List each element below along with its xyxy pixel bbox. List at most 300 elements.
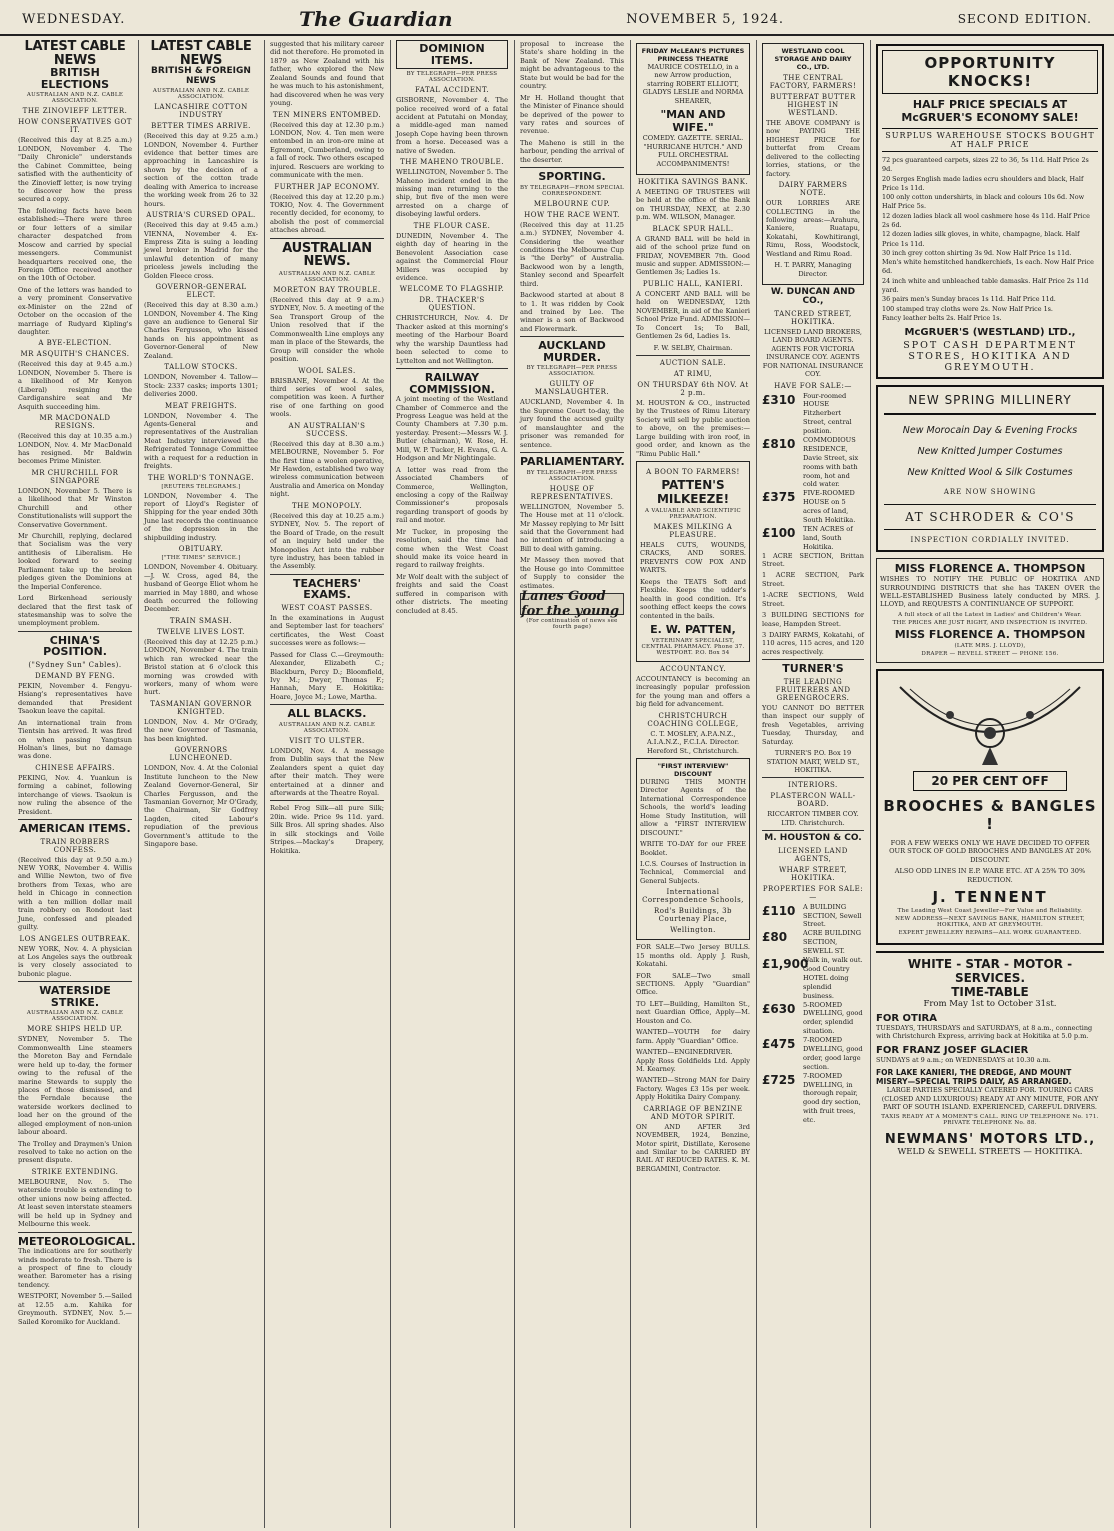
story-paragraph: The indications are for southerly winds moderate to fresh. There is a prospect of fine to cloudy weather. Barometer has a rising tendency. bbox=[18, 1247, 132, 1289]
notice-signature: F. W. SELBY, Chairman. bbox=[653, 343, 733, 352]
story-paragraph: (Received this day at 9.25 a.m.) LONDON, November 4. Further evidence that better times are approaching in Lancashire is shown by the decision of a section of the cotton trade dealing with America to increase the working week from 26 to 32 hours. bbox=[144, 132, 258, 208]
notice-title: HOKITIKA SAVINGS BANK. bbox=[637, 177, 749, 186]
property-description: 7-ROOMED DWELLING, good order, good large section. bbox=[803, 1036, 863, 1071]
story-title: CHINESE AFFAIRS. bbox=[35, 763, 115, 772]
column-4 bbox=[392, 40, 512, 1528]
shipping-news: WESTPORT, November 5.—Sailed at 12.55 a.m. Kahika for Greymouth. SYDNEY, Nov. 5.—Sailed Koromiko for Auckland. bbox=[18, 1292, 132, 1326]
story-subtitle: BETTER TIMES ARRIVE. bbox=[151, 122, 251, 131]
ics-ad bbox=[636, 758, 750, 940]
property-listing: 1-ACRE SECTIONS, Weld Street. bbox=[762, 591, 864, 608]
section-heading: WATERSIDE STRIKE. bbox=[39, 984, 111, 1009]
credit-line: [REUTERS TELEGRAMS.] bbox=[161, 483, 241, 490]
sale-item: 24 inch white and unbleached table damasks. Half Price 2s 11d yard. bbox=[882, 276, 1089, 294]
property-description: FIVE-ROOMED HOUSE on 5 acres of land, South Hokitika. bbox=[803, 489, 856, 524]
section-heading: CHINA'S POSITION. bbox=[43, 633, 107, 659]
ad-text: I.C.S. Courses of Instruction in Technical, Commercial and General Subjects. bbox=[640, 859, 746, 885]
property-listing bbox=[762, 1001, 864, 1037]
story-title: LANCASHIRE COTTON INDUSTRY bbox=[154, 103, 248, 120]
sale-item: 72 pcs guaranteed carpets, sizes 22 to 36, 5s 11d. Half Price 2s 9d. bbox=[882, 156, 1089, 174]
ad-text: HEALS CUTS, WOUNDS, CRACKS, AND SORES. PREVENTS COW POX AND WARTS. bbox=[640, 541, 746, 575]
discount-badge: 20 PER CENT OFF bbox=[913, 771, 1067, 791]
film-title: "MAN AND WIFE." bbox=[660, 108, 726, 135]
story-paragraph: Mr Wolf dealt with the subject of freights and said the Coast suffered in comparison with other districts. The meeting concluded at 8.45. bbox=[396, 572, 508, 615]
story-title: TASMANIAN GOVERNOR KNIGHTED. bbox=[150, 699, 252, 716]
property-listing bbox=[762, 489, 864, 525]
story-title: TRAIN SMASH. bbox=[169, 616, 233, 625]
column-2 bbox=[140, 40, 262, 1528]
property-description: 5-ROOMED DWELLING, good order, splendid situation. bbox=[803, 1000, 863, 1036]
story-subtitle: MR ASQUITH'S CHANCES. bbox=[20, 350, 130, 359]
ad-line: TAXIS READY AT A MOMENT'S CALL. RING UP TELEPHONE No. 171. PRIVATE TELEPHONE No. 88. bbox=[881, 1113, 1099, 1126]
column-rule bbox=[630, 40, 631, 1528]
story-paragraph: DUNEDIN, November 4. The eighth day of hearing in the Benevolent Association case against the Commercial Flour Millers was occupied by evidence. bbox=[396, 231, 508, 282]
story-title: AN AUSTRALIAN'S SUCCESS. bbox=[288, 421, 366, 438]
ad-name: E. W. PATTEN, bbox=[650, 622, 736, 636]
ad-signature: H. T. PARRY, Managing Director. bbox=[774, 261, 852, 278]
ad-text: OUR LORRIES ARE COLLECTING in the following areas:—Arahura, Kaniere, Ruatapu, Kokatahi, Kowhitirangi, Rimu, Ross, Woodstock, Westland and Rimu Road. bbox=[766, 199, 860, 258]
ad-line: BUTTERFAT BUTTER HIGHEST IN WESTLAND. bbox=[770, 93, 856, 117]
ad-store-name: McGRUER'S (WESTLAND) LTD., bbox=[904, 327, 1076, 339]
story-title: MELBOURNE CUP. bbox=[533, 199, 611, 208]
section-heading: DOMINION ITEMS. bbox=[396, 40, 508, 69]
classified: WANTED—YOUTH for dairy farm. Apply "Guardian" Office. bbox=[636, 1028, 750, 1045]
property-price: £475 bbox=[762, 1037, 796, 1052]
story-paragraph: (Received this day at 11.25 a.m.) SYDNEY, November 4. Considering the weather conditions the Melbourne Cup is "the Derby" of Australia. Backwood won by a length, Stanley second and Spearfelt third. bbox=[520, 220, 624, 288]
story-paragraph: (Received this day at 8.30 a.m.) MELBOURNE, November 5. For the first time a woolen operative, Mr Hawdon, established two way wireless communication between Australia and America on Monday night. bbox=[270, 439, 384, 499]
cinema-cast: MAURICE COSTELLO, in a new Arrow production, starring ROBERT ELLIOTT, GLADYS LESLIE and NORMA SHEARER, bbox=[642, 63, 744, 105]
notice-text: ACCOUNTANCY is becoming an increasingly popular profession for the young man and offers a big field for advancement. bbox=[636, 674, 750, 709]
story-title: TALLOW STOCKS. bbox=[164, 363, 238, 372]
mcgruer-sale-ad bbox=[876, 44, 1104, 379]
column-rule bbox=[390, 40, 391, 1528]
credit-line: AUSTRALIAN AND N.Z. CABLE ASSOCIATION. bbox=[26, 1010, 124, 1023]
sale-item: 30 inch grey cotton shirting 3s 9d. Now Half Price 1s 11d. bbox=[882, 248, 1072, 257]
property-description: Four-roomed HOUSE Fitzherbert Street, central position. bbox=[803, 391, 852, 436]
ad-store-name: NEWMANS' MOTORS LTD., bbox=[884, 1131, 1096, 1147]
story-title: GUILTY OF MANSLAUGHTER. bbox=[534, 380, 610, 397]
notice-text: A MEETING OF TRUSTEES will be held at the office of the Bank on THURSDAY, NEXT, at 2.30 p.m. WM. WILSON, Manager. bbox=[636, 187, 750, 222]
section-heading: ALL BLACKS. bbox=[287, 707, 367, 721]
section-heading: LATEST CABLE NEWS bbox=[24, 40, 126, 68]
property-listing bbox=[762, 1036, 864, 1072]
story-paragraph: (Received this day at 9.45 a.m.) LONDON, November 5. There is a likelihood of Mr Kenyon (Liberal) resigning the Cardiganshire seat and Mr Asquith succeeding him. bbox=[18, 360, 132, 411]
ad-text: RICCARTON TIMBER COY. LTD. Christchurch. bbox=[767, 810, 859, 827]
route-title: FOR OTIRA bbox=[876, 1013, 937, 1024]
ad-line: The Leading West Coast Jeweller—For Value and Reliability. bbox=[897, 908, 1083, 914]
story-paragraph: Backwood started at about 8 to 1. It was ridden by Cook and trained by Lee. The winner is a son of Backwood and Flowermark. bbox=[520, 291, 624, 333]
story-subtitle: HOW THE RACE WENT. bbox=[524, 210, 620, 219]
notice-text: ON AND AFTER 3rd NOVEMBER, 1924, Benzine, Motor spirit, Distillate, Kerosene and Similar to be CARRIED BY RAIL AT REDUCED RATES. K. M. BERGAMINI, Contractor. bbox=[636, 1122, 750, 1173]
property-listing bbox=[762, 525, 864, 552]
column-3 bbox=[266, 40, 388, 1528]
story-paragraph: PEKIN, November 4. Fengyu-Hsiang's representatives have demanded that President Tsaokun leave the capital. bbox=[18, 681, 132, 716]
story-paragraph: CHRISTCHURCH, Nov. 4. Dr Thacker asked at this morning's meeting of the Harbour Board why the warship Dauntless had been selected to come to Lyttelton and not Wellington. bbox=[396, 314, 508, 365]
story-paragraph: Mr H. Holland thought that the Minister of Finance should be deprived of the power to vary rates and sources of revenue. bbox=[520, 93, 624, 136]
ad-line: A full stock of all the Latest in Ladies' and Children's Wear. bbox=[898, 611, 1082, 618]
ad-address: NEW ADDRESS—NEXT SAVINGS BANK, HAMILTON STREET, HOKITIKA, AND AT GREYMOUTH. bbox=[895, 916, 1085, 928]
agent-text: LICENSED LAND BROKERS, LAND BOARD AGENTS. AGENTS FOR VICTORIA INSURANCE COY. AGENTS FOR NATIONAL INSURANCE COY. bbox=[762, 327, 864, 379]
story-paragraph: (Received this day at 8.25 a.m.) LONDON, November 4. The "Daily Chronicle" understands the Cabinet Committee, being satisfied with the authenticity of the Zinovieff letter, is now trying to discover how the press secured a copy. bbox=[18, 136, 132, 204]
column-6 bbox=[632, 40, 754, 1528]
story-paragraph: A joint meeting of the Westland Chamber of Commerce and the Progress League was held at the County Chambers at 7.30 p.m. yesterday. Present:—Messrs W. J. Butler (chairman), W. Rose, H. Mill, W. P. Tucker, H. Evans, G. A. Hodgson and Mr Nightingale. bbox=[396, 395, 508, 463]
ad-line: Wellington. bbox=[670, 926, 716, 935]
column-5 bbox=[516, 40, 628, 1528]
story-paragraph: (Received this day at 10.25 a.m.) SYDNEY, Nov. 5. The report of the Board of Trade, on the result of an inquiry held under the Monopolies Act into the rubber tyre industry, has been tabled in the Assembly. bbox=[270, 511, 384, 571]
notice-text: C. T. MOSLEY, A.P.A.N.Z., A.I.A.N.Z., F.C.I.A. Director. Hereford St., Christchurch. bbox=[646, 729, 740, 755]
property-description: ACRE BUILDING SECTION, SEWELL ST. bbox=[803, 929, 861, 956]
story-paragraph: (Received this day at 9.45 a.m.) VIENNA, November 4. Ex-Empress Zita is suing a leading jewel broker in Madrid for the unlawful detention of many priceless jewels including the Golden Fleece cross. bbox=[144, 221, 258, 280]
ad-headline: OPPORTUNITY KNOCKS! bbox=[882, 50, 1098, 94]
property-price: £1,900 bbox=[762, 957, 809, 972]
story-paragraph: SYDNEY, November 5. The Commonwealth Line steamers the Moreton Bay and Ferndale were held up to-day, the former owing to the refusal of the marine Stewards to supply the places of those dismissed, and the Ferndale because the waterside workers declined to load her on the ground of the alleged employment of non-union labour aboard. bbox=[18, 1035, 132, 1137]
millinery-ad bbox=[876, 385, 1104, 552]
ad-headline: NEW SPRING MILLINERY bbox=[884, 393, 1096, 415]
property-description: A BUILDING SECTION, Sewell Street. bbox=[803, 902, 862, 929]
story-paragraph: BRISBANE, November 4. At the third series of wool sales, competition was keen. A further rise of one farthing on good wools. bbox=[270, 376, 384, 419]
story-paragraph: In the examinations in August and September last for teachers' certificates, the West Coast successes were as follows:— bbox=[270, 613, 384, 648]
sale-item: 36 pairs men's Sunday braces 1s 11d. Half Price 11d. bbox=[882, 295, 1056, 304]
story-paragraph: (Received this day at 10.35 a.m.) LONDON, Nov. 4. Mr MacDonald has resigned. Mr Baldwin becomes Prime Minister. bbox=[18, 432, 132, 466]
story-title: VISIT TO ULSTER. bbox=[289, 736, 365, 745]
story-paragraph: suggested that his military career did not therefore. He promoted in 1879 as New Zealand with his father, who explored the New Zealand Sounds and found that he was much to his astonishment, had discovered when he was very young. bbox=[270, 40, 384, 108]
story-subtitle: TWELVE LIVES LOST. bbox=[157, 627, 245, 636]
ad-title: TURNER'S bbox=[782, 662, 844, 676]
ad-kicker: A BOON TO FARMERS! bbox=[646, 468, 740, 476]
cinema-programme: COMEDY. GAZETTE. SERIAL. "HURRICANE HUTCH." AND FULL ORCHESTRAL ACCOMPANIMENTS! bbox=[642, 134, 744, 168]
story-title: GOVERNORS LUNCHEONED. bbox=[169, 746, 233, 763]
sale-item: Men's white hemstitched handkerchiefs, 1s each. Now Half Price 6d. bbox=[882, 258, 1094, 276]
property-price: £100 bbox=[762, 525, 796, 540]
property-listing bbox=[762, 1072, 864, 1125]
credit-line: BY TELEGRAPH—FROM SPECIAL CORRESPONDENT. bbox=[520, 184, 625, 197]
credit-line: ["THE TIMES" SERVICE.] bbox=[161, 555, 241, 562]
property-listing: 3 DAIRY FARMS, Kokatahi, of 110 acres, 115 acres, and 120 acres respectively. bbox=[762, 631, 864, 656]
story-paragraph: (Received this day at 12.20 p.m.) TOKIO, Nov. 4. The Government recently decided, for economy, to abolish the post of commercial attaches abroad. bbox=[270, 192, 384, 235]
property-price: £375 bbox=[762, 490, 796, 505]
masthead-title: The Guardian bbox=[299, 7, 453, 31]
property-price: £810 bbox=[762, 436, 796, 451]
classified: WANTED—ENGINEDRIVER. Apply Ross Goldfields Ltd. Apply M. Kearney. bbox=[636, 1048, 750, 1073]
ad-subheadline: HALF PRICE SPECIALS AT McGRUER'S ECONOMY SALE! bbox=[901, 98, 1079, 124]
story-paragraph: One of the letters was handed to a very prominent Conservative ex-Minister on the 22nd of October on the occasion of the marriage of Rudyard Kipling's daughter. bbox=[18, 285, 132, 336]
property-listing: 3 BUILDING SECTIONS for lease, Hampden Street. bbox=[762, 611, 864, 628]
ad-address: DRAPER — REVELL STREET — PHONE 156. bbox=[921, 650, 1059, 657]
column-rule bbox=[264, 40, 265, 1528]
westland-cool-storage-ad bbox=[762, 43, 864, 285]
story-title: THE MAHENO TROUBLE. bbox=[400, 158, 504, 167]
story-paragraph: LONDON, November 4. The report of Lloyd's Register of Shipping for the year ended 30th June last records the continuance of the depression in the shipbuilding industry. bbox=[144, 491, 258, 542]
story-paragraph: Lord Birkenhead seriously declared that the first task of statesmanship was to solve the unemployment problem. bbox=[18, 594, 132, 628]
story-title: THE ZINOVIEFF LETTER. bbox=[22, 107, 128, 116]
property-price: £80 bbox=[762, 930, 788, 945]
property-description: COMMODIOUS RESIDENCE, Davie Street, six rooms with bath room, hot and cold water. bbox=[803, 435, 859, 489]
section-heading: METEOROLOGICAL. bbox=[18, 1234, 136, 1248]
story-title: FURTHER JAP ECONOMY. bbox=[274, 182, 380, 191]
property-listing: 1 ACRE SECTION, Park Street. bbox=[762, 571, 864, 588]
column-rule bbox=[756, 40, 757, 1528]
ad-line: MAKES MILKING A PLEASURE. bbox=[653, 523, 733, 539]
property-price: £110 bbox=[762, 903, 796, 918]
masthead bbox=[0, 0, 1114, 36]
ad-line: THE PRICES ARE JUST RIGHT, AND INSPECTION IS INVITED. bbox=[892, 619, 1088, 626]
story-title: MEAT FREIGHTS. bbox=[165, 401, 237, 410]
story-paragraph: LONDON, November 5. There is a likelihood that Mr Winston Churchill and other Constitutionalists will support the Conservative Government. bbox=[18, 486, 132, 529]
story-paragraph: GISBORNE, November 4. The police received word of a fatal accident at Patutahi on Monday, a middle-aged man named Joseph Cope having been thrown from a horse. Deceased was a native of Sweden. bbox=[396, 96, 508, 155]
story-paragraph: (Received this day at 12.30 p.m.) LONDON, Nov. 4. Ten men were entombed in an iron-ore mine at Egremont, Cumberland, owing to a fall of rock. Two others escaped injured. Rescuers are working to communicate with the men. bbox=[270, 120, 384, 180]
route-title: FOR LAKE KANIERI, THE DREDGE, AND MOUNT MISERY—SPECIAL TRIPS DAILY, AS ARRANGED. bbox=[876, 1068, 1072, 1087]
story-title: THE WORLD'S TONNAGE. bbox=[147, 473, 255, 482]
notice-title: AUCTION SALE. bbox=[659, 358, 727, 367]
brooch-illustration bbox=[883, 676, 1097, 768]
story-paragraph: The Trolley and Draymen's Union resolved to take no action on the present dispute. bbox=[18, 1139, 132, 1165]
ad-line: DAIRY FARMERS NOTE. bbox=[778, 181, 848, 198]
story-paragraph: MELBOURNE, Nov. 5. The waterside trouble is extending to other unions now being affected. At least seven interstate steamers will be held up in Sydney and Melbourne this week. bbox=[18, 1177, 132, 1229]
story-paragraph: Mr Massey then moved that the House go into Committee of Supply to consider the estimates. bbox=[520, 556, 624, 590]
ad-headline: BROOCHES & BANGLES ! bbox=[883, 796, 1097, 833]
ad-name: MISS FLORENCE A. THOMPSON bbox=[894, 627, 1086, 641]
cinema-header: FRIDAY McLEAN'S PICTURES PRINCESS THEATRE bbox=[641, 47, 745, 63]
property-price: £725 bbox=[762, 1072, 796, 1087]
cinema-ad bbox=[636, 43, 750, 175]
ad-line: THE LEADING FRUITERERS AND GREENGROCERS. bbox=[775, 677, 851, 702]
story-paragraph: LONDON, November 4. Tallow—Stock: 2337 casks; imports 1301; deliveries 2000. bbox=[144, 373, 258, 399]
column-1 bbox=[14, 40, 136, 1528]
sale-item: 20 Serges English made ladies ecru shoulders and black, Half Price 1s 11d. bbox=[882, 174, 1084, 192]
story-subtitle: HOW CONSERVATIVES GOT IT. bbox=[18, 118, 132, 135]
sale-item: 100 only cotton undershirts, in black and colours 10s 6d. Now Half Price 5s. bbox=[882, 193, 1085, 211]
story-subtitle: DR. THACKER'S QUESTION. bbox=[419, 296, 485, 313]
property-listing bbox=[762, 392, 864, 436]
column-rule bbox=[514, 40, 515, 1528]
ad-title: INTERIORS. bbox=[788, 781, 838, 790]
brooch-icon bbox=[890, 677, 1090, 767]
story-paragraph: PEKING, Nov. 4. Yuankun is forming a cabinet, following interchange of views. Tsaokun is now ruling the absence of the President. bbox=[18, 773, 132, 816]
credit-line: AUSTRALIAN AND N.Z. CABLE ASSOCIATION. bbox=[278, 271, 376, 284]
ad-banner: SURPLUS WAREHOUSE STOCKS BOUGHT AT HALF PRICE bbox=[882, 128, 1098, 152]
advertisement: Rebel Frog Silk—all pure Silk; 20in. wide. Price 9s 11d. yard. Silk Bros. All spring shades. Also in silk stockings and Voile Stripes.—Mackay's Drapery, Hokitika. bbox=[270, 804, 384, 855]
ad-store-name: AT SCHRODER & CO'S bbox=[884, 504, 1096, 530]
story-title: WELCOME TO FLAGSHIP. bbox=[399, 285, 505, 294]
notice-text: A GRAND BALL will be held in aid of the school prize fund on FRIDAY, NOVEMBER 7th. Good music and supper. ADMISSION:—Gentlemen 3s; Ladies 1s. bbox=[636, 234, 750, 277]
classified: FOR SALE—Two Jersey BULLS. 15 months old. Apply J. Rush, Kokatahi. bbox=[636, 943, 750, 969]
route-schedule: SUNDAYS at 9 a.m.; on WEDNESDAYS at 10.30 a.m. bbox=[876, 1055, 1051, 1064]
ad-line: (LATE MRS. J. LLOYD), bbox=[954, 642, 1026, 649]
section-heading: AMERICAN ITEMS. bbox=[19, 822, 131, 836]
property-listing bbox=[762, 436, 864, 489]
story-paragraph: An international train from Tientsin has arrived. It was fired on when passing Yangtsun Holnan's lines, but no damage was done. bbox=[18, 718, 132, 761]
credit-line: BY TELEGRAPH—PER PRESS ASSOCIATION. bbox=[526, 469, 618, 482]
ad-line: New Knitted Jumper Costumes bbox=[917, 446, 1063, 458]
story-title: THE MONOPOLY. bbox=[292, 501, 362, 510]
ad-subheadline: TIME-TABLE bbox=[951, 985, 1029, 999]
section-heading: LATEST CABLE NEWS bbox=[150, 40, 252, 68]
notice-subtitle: AT RIMU, bbox=[673, 369, 713, 378]
route-title: FOR FRANZ JOSEF GLACIER bbox=[876, 1044, 1029, 1056]
story-paragraph: LONDON, Nov. 4. At the Colonial Institute luncheon to the New Zealand Governor-General, Sir Charles Fergusson, and the Tasmanian Governor, Mr O'Grady, the Chairman, Sir Godfrey Lagden, cited Labour's repudiation of the previous Government's attitude to the Singapore base. bbox=[144, 764, 258, 849]
sale-list bbox=[882, 156, 1098, 323]
section-subheading: BRITISH ELECTIONS bbox=[40, 66, 110, 91]
story-title: A BYE-ELECTION. bbox=[38, 339, 112, 348]
tennent-jeweller-ad bbox=[876, 669, 1104, 945]
ad-text: FOR A FEW WEEKS ONLY WE HAVE DECIDED TO OFFER OUR STOCK OF GOLD BROOCHES AND BANGLES AT 20% DISCOUNT. bbox=[889, 838, 1091, 864]
credit-line: BY TELEGRAPH—PER PRESS ASSOCIATION. bbox=[526, 365, 618, 378]
credit-line: BY TELEGRAPH—PER PRESS ASSOCIATION. bbox=[406, 71, 498, 84]
ad-address: VETERINARY SPECIALIST, CENTRAL PHARMACY. Phone 37. WESTPORT. P.O. Box 54 bbox=[641, 637, 745, 656]
section-heading: TEACHERS' EXAMS. bbox=[292, 576, 362, 602]
property-description: 7-ROOMED DWELLING, in thorough repair, good dry section, with fruit trees, etc. bbox=[803, 1071, 861, 1125]
credit-line: AUSTRALIAN AND N.Z. CABLE ASSOCIATION. bbox=[278, 721, 376, 734]
story-paragraph: LONDON, November 4. Obituary.—J. W. Cross, aged 84, the husband of George Eliot whom he married in May 1880, and whose death occurred the following December. bbox=[144, 563, 258, 614]
agent-address: WHARF STREET, HOKITIKA. bbox=[778, 865, 848, 882]
property-description: TEN ACRES of land, South Hokitika. bbox=[803, 524, 853, 551]
patten-ad bbox=[636, 461, 750, 662]
story-title: AUSTRIA'S CURSED OPAL. bbox=[146, 211, 256, 220]
ad-address: WELD & SEWELL STREETS — HOKITIKA. bbox=[897, 1146, 1083, 1157]
masthead-edition: SECOND EDITION. bbox=[957, 12, 1092, 26]
property-listing bbox=[762, 929, 864, 956]
section-heading: RAILWAY COMMISSION. bbox=[409, 371, 495, 396]
ad-line: PLASTERCON WALL-BOARD. bbox=[770, 792, 856, 809]
ad-text: ALSO ODD LINES IN E.P. WARE ETC. AT A 25% TO 30% REDUCTION. bbox=[894, 867, 1086, 884]
story-paragraph: (Received this day at 9 a.m.) SYDNEY, Nov. 5. A meeting of the Sea Transport Group of the Union resolved that if the Commonwealth Line employs any man in place of the Stewards, the Group will consider the whole position. bbox=[270, 296, 384, 364]
story-paragraph: NEW YORK, Nov. 4. A physician at Los Angeles says the outbreak is very closely associated to bubonic plague. bbox=[18, 944, 132, 978]
story-paragraph: LONDON, November 4. The Agents-General and representatives of the Australian Meat Industry interviewed the Refrigerated Tonnage Committee with a request for a reduction in freights. bbox=[144, 411, 258, 471]
story-title: MR MACDONALD RESIGNS. bbox=[39, 414, 111, 431]
route-schedule: TUESDAYS, THURSDAYS and SATURDAYS, at 8 a.m., connecting with Christchurch Express, arriving back at Hokitika at 5.0 p.m. bbox=[876, 1024, 1093, 1041]
ad-line: New Knitted Wool & Silk Costumes bbox=[907, 467, 1073, 479]
ad-text: WRITE TO-DAY for our FREE Booklet. bbox=[640, 840, 746, 857]
ad-text: WISHES TO NOTIFY THE PUBLIC OF HOKITIKA AND SURROUNDING DISTRICTS that she has TAKEN OVER the WELL-ESTABLISHED Business lately conducted by MRS. J. LLOYD, and REQUESTS A CONTINUANCE OF SUPPORT. bbox=[880, 575, 1100, 609]
credit-line: AUSTRALIAN AND N.Z. CABLE ASSOCIATION. bbox=[26, 92, 124, 105]
property-description: Walk in, walk out. Good Country HOTEL doing splendid business. bbox=[803, 956, 863, 1000]
ad-text: THE ABOVE COMPANY is now PAYING THE HIGHEST PRICE for butterfat from Cream delivered to the collecting lorries, stations, or the factory. bbox=[766, 119, 860, 178]
story-subtitle: ("Sydney Sun" Cables). bbox=[28, 660, 122, 669]
ad-line: EXPERT JEWELLERY REPAIRS—ALL WORK GUARANTEED. bbox=[898, 930, 1082, 936]
story-paragraph: AUCKLAND, November 4. In the Supreme Court to-day, the jury found the accused guilty of manslaughter and the prisoner was remanded for sentence. bbox=[520, 398, 624, 449]
section-heading: AUCKLAND MURDER. bbox=[538, 339, 606, 364]
sale-item: 12 dozen ladies silk gloves, in white, champagne, black. Half Price 1s 11d. bbox=[882, 230, 1080, 248]
story-paragraph: A letter was read from the Associated Chambers of Commerce, Wellington, enclosing a copy of the Railway Commissioner's proposals regarding transport of goods by rail and motor. bbox=[396, 465, 508, 525]
story-title: OBITUARY. bbox=[178, 545, 224, 554]
sale-item: 100 stamped tray cloths were 2s. Now Half Price 1s. bbox=[882, 304, 1053, 313]
story-title: TEN MINERS ENTOMBED. bbox=[272, 110, 382, 119]
story-paragraph: proposal to increase the State's share holding in the Bank of New Zealand. This might be advantageous to the State but would be bad for the country. bbox=[520, 40, 624, 91]
property-price: £630 bbox=[762, 1001, 796, 1016]
story-paragraph: The following facts have been established:—There were three or four letters of a similar character despatched from Moscow and carried by special messengers. Communist headquarters received one, the Foreign Office received another on the 10th of October. bbox=[18, 206, 132, 283]
sale-item: Fancy leather belts 2s. Half Price 1s. bbox=[882, 313, 1002, 322]
agent-name: W. DUNCAN AND CO., bbox=[770, 287, 856, 307]
story-title: FATAL ACCIDENT. bbox=[415, 86, 489, 95]
notice-title: PUBLIC HALL, KANIERI. bbox=[642, 279, 744, 288]
ad-line: International Correspondence Schools, bbox=[642, 888, 744, 905]
ad-text: Keeps the TEATS Soft and Flexible. Keeps the udder's health in good condition. It's soothing effect keeps the cows contented in the bails. bbox=[640, 577, 746, 620]
story-paragraph: LONDON, Nov. 4. A message from Dublin says that the New Zealanders spent a quiet day after their match. They were entertained at a dinner and afterwards at the Theatre Royal. bbox=[270, 746, 384, 798]
classified: TO LET—Building, Hamilton St., next Guardian Office, Apply—M. Houston and Co. bbox=[636, 999, 750, 1025]
ad-product: PATTEN'S MILKEEZE! bbox=[656, 478, 730, 506]
notice-text: M. HOUSTON & CO., instructed by the Trustees of Rimu Literary Society will sell by public auction to above, on the premises:— Large building with iron roof, in good order, and known as the "Rimu Public Hall." bbox=[636, 398, 750, 458]
notice-title: ACCOUNTANCY. bbox=[659, 664, 727, 673]
notice-subtitle: CHRISTCHURCH COACHING COLLEGE, bbox=[647, 711, 739, 728]
ad-line: THE CENTRAL FACTORY, FARMERS! bbox=[769, 74, 857, 90]
story-paragraph: WELLINGTON, November 5. The Maheno incident ended in the missing man returning to the ship, but five of the men were arrested on a charge of disobeying lawful orders. bbox=[396, 168, 508, 219]
column-7 bbox=[758, 40, 868, 1528]
story-paragraph: Mr Tucker, in proposing the resolution, said the time had come when the West Coast should make its voice heard in regard to railway freights. bbox=[396, 527, 508, 570]
column-8 bbox=[872, 40, 1108, 1528]
story-title: DEMAND BY FENG. bbox=[35, 671, 115, 680]
ad-address: TURNER'S P.O. Box 19 STATION MART, WELD ST., HOKITIKA. bbox=[766, 749, 860, 774]
masthead-date: NOVEMBER 5, 1924. bbox=[626, 11, 784, 27]
story-title: MORETON BAY TROUBLE. bbox=[273, 286, 381, 295]
story-title: STRIKE EXTENDING. bbox=[31, 1167, 119, 1176]
classified: FOR SALE—Two small SECTIONS. Apply "Guardian" Office. bbox=[636, 971, 750, 997]
agent-name: M. HOUSTON & CO. bbox=[764, 833, 862, 844]
property-price: £310 bbox=[762, 392, 796, 407]
property-listing bbox=[762, 903, 864, 930]
section-subheading: BRITISH & FOREIGN NEWS bbox=[151, 66, 251, 86]
agent-address: TANCRED STREET, HOKITIKA. bbox=[774, 309, 852, 326]
lanes-advertisement: Lanes Good for the young bbox=[520, 593, 624, 615]
ad-line: New Morocain Day & Evening Frocks bbox=[902, 425, 1078, 437]
ad-line: Rod's Buildings, 3b Courtenay Place, bbox=[653, 907, 733, 924]
section-heading: PARLIAMENTARY. bbox=[520, 455, 625, 469]
motor-services-ad bbox=[876, 951, 1104, 1157]
agent-line: LICENSED LAND AGENTS, bbox=[778, 846, 848, 863]
sale-item: 12 dozen ladies black all wool cashmere hose 4s 11d. Half Price 2s 6d. bbox=[882, 211, 1090, 229]
notice-subtitle: ON THURSDAY 6th NOV. At 2 p.m. bbox=[637, 380, 749, 397]
thompson-ad bbox=[876, 558, 1104, 663]
ad-line: From May 1st to October 31st. bbox=[923, 999, 1057, 1009]
classified: WANTED—Strong MAN for Dairy Factory. Wages £3 15s per week. Apply Hokitika Dairy Company. bbox=[636, 1076, 750, 1102]
ad-text: YOU CANNOT DO BETTER than inspect our supply of fresh Vegetables, arriving Tuesday, Thursday, and Saturday. bbox=[762, 703, 864, 746]
continuation-note: (For continuation of news see fourth page) bbox=[526, 618, 618, 630]
story-title: LOS ANGELES OUTBREAK. bbox=[19, 934, 131, 943]
notice-title: CARRIAGE OF BENZINE AND MOTOR SPIRIT. bbox=[643, 1104, 743, 1121]
column-rule bbox=[138, 40, 139, 1528]
story-title: MORE SHIPS HELD UP. bbox=[27, 1025, 123, 1034]
story-title: THE FLOUR CASE. bbox=[413, 221, 491, 230]
credit-line: AUSTRALIAN AND N.Z. CABLE ASSOCIATION. bbox=[152, 88, 250, 101]
masthead-day: WEDNESDAY. bbox=[22, 11, 126, 27]
ad-line: INSPECTION CORDIALLY INVITED. bbox=[910, 536, 1070, 545]
story-paragraph: (Received this day at 12.25 p.m.) LONDON, November 4. The train which ran wrecked near the Bristol station at 6 o'clock this morning was crowded with workers, many of whom were hurt. bbox=[144, 637, 258, 697]
ad-line: ARE NOW SHOWING bbox=[943, 488, 1037, 497]
ad-store-locations: SPOT CASH DEPARTMENT STORES, HOKITIKA AND GREYMOUTH. bbox=[903, 340, 1077, 374]
story-paragraph: Mr Churchill, replying, declared that Socialism was the very antithesis of Liberalism. He looked forward to seeing Parliament take up the broken pledges given the Dominions at the Imperial Conference. bbox=[18, 532, 132, 591]
story-paragraph: WELLINGTON, November 5. The House met at 11 o'clock. Mr Massey replying to Mr Isitt said that the Government had no intention of introducing a Bill to deal with gaming. bbox=[520, 502, 624, 553]
story-title: WOOL SALES. bbox=[298, 366, 356, 375]
ad-store-name: J. TENNENT bbox=[932, 888, 1048, 906]
section-heading: SPORTING. bbox=[538, 170, 606, 184]
story-title: MR CHURCHILL FOR SINGAPORE bbox=[31, 468, 119, 485]
section-heading: AUSTRALIAN NEWS. bbox=[282, 240, 372, 270]
notice-text: A CONCERT AND BALL will be held on WEDNESDAY, 12th NOVEMBER, in aid of the Kanieri School Prize Fund. ADMISSION—To Concert 1s; To Ball, Gentlemen 2s 6d, Ladies 1s. bbox=[636, 289, 750, 341]
story-paragraph: Passed for Class C.—Greymouth: Alexander, Elizabeth C.; Blackburn, Percy D.; Bloomfield, Ivy M.; Dwyer, Thomas F.; Hannah, Mary E. Hokitika: Hoare, Joyce M.; Lowe, Martha. bbox=[270, 650, 384, 701]
route-schedule: LARGE PARTIES SPECIALLY CATERED FOR. TOURING CARS (CLOSED AND LUXURIOUS) READY AT ANY MINUTE, FOR ANY PART OF SOUTH ISLAND. EXPERIENCED, CAREFUL DRIVERS. bbox=[881, 1086, 1099, 1112]
agent-subtitle: HAVE FOR SALE:— bbox=[774, 381, 852, 390]
ad-headline: MISS FLORENCE A. THOMPSON bbox=[894, 562, 1086, 576]
property-listing: 1 ACRE SECTION, Brittan Street. bbox=[762, 551, 864, 568]
notice-title: BLACK SPUR HALL. bbox=[652, 224, 734, 233]
story-title: TRAIN ROBBERS CONFESS. bbox=[40, 837, 110, 854]
ad-text: DURING THIS MONTH Director Agents of the International Correspondence Schools, the world's leading Home Study Institution, will allow a "FIRST INTERVIEW DISCOUNT." bbox=[640, 778, 746, 837]
agent-subtitle: PROPERTIES FOR SALE:— bbox=[762, 884, 864, 901]
column-rule bbox=[870, 40, 871, 1528]
story-title: HOUSE OF REPRESENTATIVES. bbox=[530, 484, 614, 501]
ad-headline: WHITE - STAR - MOTOR - SERVICES. bbox=[907, 957, 1073, 985]
story-paragraph: (Received this day at 8.30 a.m.) LONDON, November 4. The King gave an audience to General Sir Charles Fergusson, who kissed hands on his appointment as Governor-General of New Zealand. bbox=[144, 301, 258, 360]
ad-title: "FIRST INTERVIEW" DISCOUNT bbox=[657, 762, 729, 778]
story-paragraph: (Received this day at 9.50 a.m.) NEW YORK, November 4. Willis and Willie Newton, two of five brothers from Texas, who are held in Chicago in connection with a ten million dollar mail train robbery on Rondout last June, confessed and pleaded guilty. bbox=[18, 855, 132, 932]
